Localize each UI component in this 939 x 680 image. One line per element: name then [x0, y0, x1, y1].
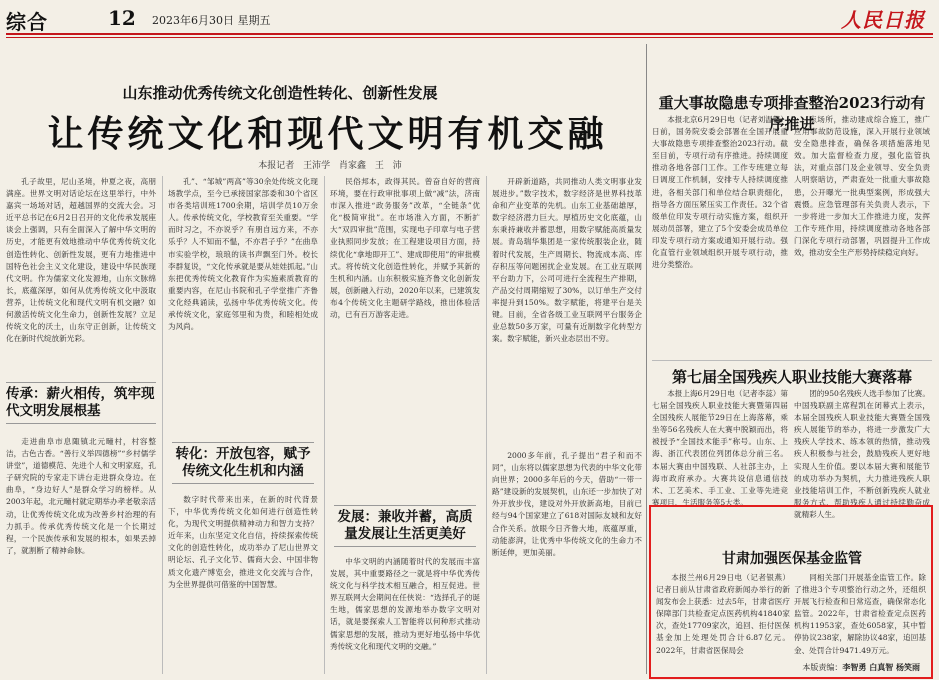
column-divider: [324, 176, 325, 674]
article-column-2b: [168, 494, 318, 674]
section-subhead-3: 发展：兼收并蓄，高质量发展让生活更美好: [334, 505, 476, 547]
section-subhead-2: 转化：开放包容，赋予传统文化生机和内涵: [172, 442, 314, 484]
section-name: 综合: [6, 10, 48, 34]
column-3-text: 民俗邦本，政得其民。曾奋自好的营商环境，要在行政审批事项上做“减”法，济南市深入推进“政务服务”改革，“全链条”优化“极简审批”。在市场准入方面，不断扩大“双四审批”范围，实现电子印章与电子营业执照同步发放；在工程建设项目方面，持续优化“拿地即开工”、建成即使用”的审批模式。将传统文化创造性转化，并赋予其新的生机和内涵。山东积极实施齐鲁文化创新发展，创新融入行动，2020年以来，已建筑发布4个传统文化主题研学路线，推出体验活动，已有百万游客走进。: [330, 177, 480, 320]
right-bottom-col1-text: 本报兰州6月29日电（记者银燕）记者日前从甘肃省政府新闻办举行的新闻发布会上获悉：过去5年，甘肃省医疗保障部门共检查定点医药机构41840家次，查处17709家次，追回、拒付医保基金加上处理处罚合计6.87亿元。2022年，甘肃省医保局会: [656, 573, 790, 655]
column-4b-text: 2000多年前，孔子提出“君子和而不同”，山东将以儒家思想为代表的中华文化带向世界；2000多年后的今天，借助“一带一路”建设新的发展契机，山东还一步加快了对外开放步伐，建设对外开放新高地，目前已经与94个国家建立了618对国际友城和友好合作关系。放眼今日齐鲁大地，底蕴厚重，动能澎湃，让优秀中华传统文化的生命力不断延伸，更加美丽。: [492, 451, 642, 557]
right-mid-title: 第七届全国残疾人职业技能大赛落幕: [671, 368, 912, 386]
right-bottom-title: 甘肃加强医保基金监管: [722, 551, 862, 567]
article-column-4: [492, 176, 642, 446]
column-1-text: 孔子故里，尼山圣境，仲夏之夜，高朋满座。世界文明对话论坛在这里举行，中外嘉宾一场场对话，超越国界的交流大会。习近平总书记在6月2日召开的文化传承发展座谈会上强调，只有全面深入了解中华文明的历史，才能更有效地推动中华优秀传统文化创造性转化、创新性发展，更有力地推进中国特色社会主义文化建设，建设中华民族现代文明。作为儒家文化发源地，山东文脉绵长，底蕴深厚，如何从优秀传统文化中汲取营养，让传统文化和现代文明有机交融？如何激活传统文化生命力，创新性发展？立足传统文化的沃土，山东守正创新，让传统文化在新时代绽放新光彩。: [6, 177, 156, 344]
article-title: 让传统文化和现代文明有机交融: [47, 113, 608, 155]
article-byline: 本报记者 王沛学 肖家鑫 王 沛: [258, 161, 402, 171]
right-top-column-1: [652, 114, 788, 352]
editors-label: 本版责编：: [802, 663, 843, 672]
right-bottom-col2-text: 同相关部门开展基金监管工作。除了推进3个专项整治行动之外，还组织开展飞行检查和日常巡查，确保常态化监管。2022年，甘肃省检查定点医药机构11953家，查处6058家，其中暂停协议238家，解除协议48家，追回基金、处罚合计9471.49万元。: [794, 573, 926, 655]
right-bottom-column-2: [794, 572, 926, 654]
column-1b-text: 走进曲阜市息陬镇北元疃村，村容整洁，古色古香。“善行义举四德榜”“乡村儒学讲堂”，道德模范、先进个人和文明家庭，孔子研究院的专家走下讲台走进群众身边。在曲阜，“身边好人”是群众学习的榜样。从2003年起，北元疃村就定期举办孝老敬亲活动，让优秀传统文化成为改善乡村治理的有力抓手。传承优秀传统文化是一个长期过程，一个民族传承和发展的根本，如果丢掉了，就割断了精神命脉。: [6, 437, 156, 555]
section-divider: [646, 44, 647, 674]
newspaper-logo: 人民日报: [841, 8, 925, 32]
column-divider: [162, 176, 163, 674]
column-divider: [486, 176, 487, 674]
page-number: 12: [108, 6, 136, 30]
right-mid-col1-text: 本报上海6月29日电（记者李蕊）第七届全国残疾人职业技能大赛暨第四届全国残疾人展能节29日在上海落幕，乘坐等56名残疾人在大赛中脱颖而出，将被授予“全国技术能手”称号。山东、上海、浙江代表团位列团体总分前三名。本届大赛由中国残联、人社部主办，上海市政府承办。大赛共设信息通信技术、工艺美术、手工业、工业等先进竞赛项目，生活服务等5大类。: [652, 389, 788, 507]
column-2-text: 孔”、“邹城”两高”等30余处传统文化现场教学点，至今已承接国家部委和30个省区市各类培训班1700余期，培训学员10万余人。传承传统文化，学校教育至关重要。“学而时习之，不亦说乎？有朋自远方来，不亦乐乎？人不知而不愠，不亦君子乎？”在曲阜市实验学校，琅琅的读书声飘至门外。校长李群复说，“文化传承就是要从娃娃抓起。”山东把优秀传统文化教育作为实施素质教育的重要内容，在尼山书院和孔子学堂推广齐鲁文化经典诵读，弘扬中华优秀传统文化。传承传统文化，家庭邻里和为贵，和睦相处成为风尚。: [168, 177, 318, 332]
section-subhead-1: 传承：薪火相传，筑牢现代文明发展根基: [6, 382, 156, 424]
article-column-2: [168, 176, 318, 438]
right-top-col1-text: 本报北京6月29日电（记者刘温馨）日前，国务院安委会部署在全国开展重大事故隐患专项排查整治2023行动。截至目前，专项行动有序推进。持续调度推动各地各部门工作。工作专班建立每日调度工作机制，安排专人持续调度推进，各相关部门和单位结合职责细化，指导各方面压紧压实工作责任。32个省级单位印发专项行动实施方案，组织开展动员部署，建立了5个安委会成员单位印发专项行动方案或通知开展行动。强化直管行业领域组织开展专项行动，推进分类整治。: [652, 115, 788, 270]
editors-line: [700, 662, 920, 673]
column-4-text: 开辟新道路，共同推动人类文明事业发展进步。”数字技术，数字经济是世界科技革命和产业变革的先机。山东工业基础雄厚，数字经济潜力巨大。厚植历史文化底蕴，山东秉持兼收并蓄思想，用数字赋能高质量发展。青岛瑞华集团是一家传统服装企业，随着时代发展，生产周期长、物流成本高、库存积压等问题困扰企业发展。在工业互联网平台助力下，公司可进行全流程生产排期，产品交付周期缩短了30%，以订单生产交付率提升到150%。数字赋能，将建平台是关键。目前，全省各级工业互联网平台服务企业总数50多万家，可量有近制数字化转型方案。数字赋能，新兴业态层出不穷。: [492, 177, 642, 344]
right-top-title: 重大事故隐患专项排查整治2023行动有序推进: [658, 94, 926, 133]
column-3b-text: 中华文明的内涵随着时代的发展而丰富发展，其中重要路径之一就是将中华优秀传统文化与科学技术相互融合，相互促进。世界互联网大会期间在任侠说：“选择孔子的诞生地，儒家思想的发源地举办数字文明对话，就是要探索人工智能将以何种形式推动儒家思想的发展，推动为更好地弘扬中华优秀传统文化和现代文明的交融。”: [330, 557, 480, 651]
article-column-4b: [492, 450, 642, 674]
column-2b-text: 数字时代带来出来，在新的时代背景下，中华优秀传统文化如何进行创造性转化，为现代文明提供精神动力和智力支持？近年来，山东坚定文化自信，持续探索传统文化的创造性转化，成功举办了尼山世界文明论坛、孔子文化节、儒商大会、中国非物质文化遗产博览会，推进文化交流与合作，为全世界提供可借鉴的中国智慧。: [168, 495, 318, 589]
issue-date: 2023年6月30日 星期五: [152, 14, 271, 27]
right-top-column-2: [794, 114, 930, 352]
right-top-col2-text: 点场所，推动建成综合施工，推广应用事故防范设施，深入开展行业领域安全隐患排查，确保各项措施落地见效。加大监督检查力度，强化监管执法，对重点部门及企业领导、安全负责人明察暗访，严肃查处一批重大事故隐患，公开曝光一批典型案例，形成强大震慑。应急管理部有关负责人表示，下一步将进一步加大工作推进力度，发挥工作专班作用，持续调度推动各地各部门深化专项行动部署，巩固提升工作成效，推动安全生产形势持续稳定向好。: [794, 115, 930, 258]
article-kicker: 山东推动优秀传统文化创造性转化、创新性发展: [122, 84, 438, 102]
header-rule-thin: [6, 37, 933, 38]
section-rule: [652, 360, 932, 361]
article-column-3b: [330, 556, 480, 674]
editors-names: 李智勇 白真智 杨笑雨: [842, 662, 920, 672]
header-rule: [6, 33, 933, 35]
right-mid-column-1: [652, 388, 788, 507]
right-mid-col2-text: 团的950名残疾人选手参加了比赛。中国残联副主席程凯在闭幕式上表示，本届全国残疾人职业技能大赛暨全国残疾人展能节的举办，将进一步激发广大残疾人学技术、练本领的热情，推动残疾人积极参与社会，鼓励残疾人更好地实现人生价值。要以本届大赛和展能节的成功举办为契机，大力推进残疾人职业技能培训工作，不断创新残疾人就业服务方式，帮助残疾人通过持续勤奋成就精彩人生。: [794, 389, 930, 519]
article-column-1: [6, 176, 156, 376]
right-mid-column-2: [794, 388, 930, 519]
article-column-3: [330, 176, 480, 500]
article-column-1b: [6, 436, 156, 674]
right-bottom-column-1: [656, 572, 790, 654]
